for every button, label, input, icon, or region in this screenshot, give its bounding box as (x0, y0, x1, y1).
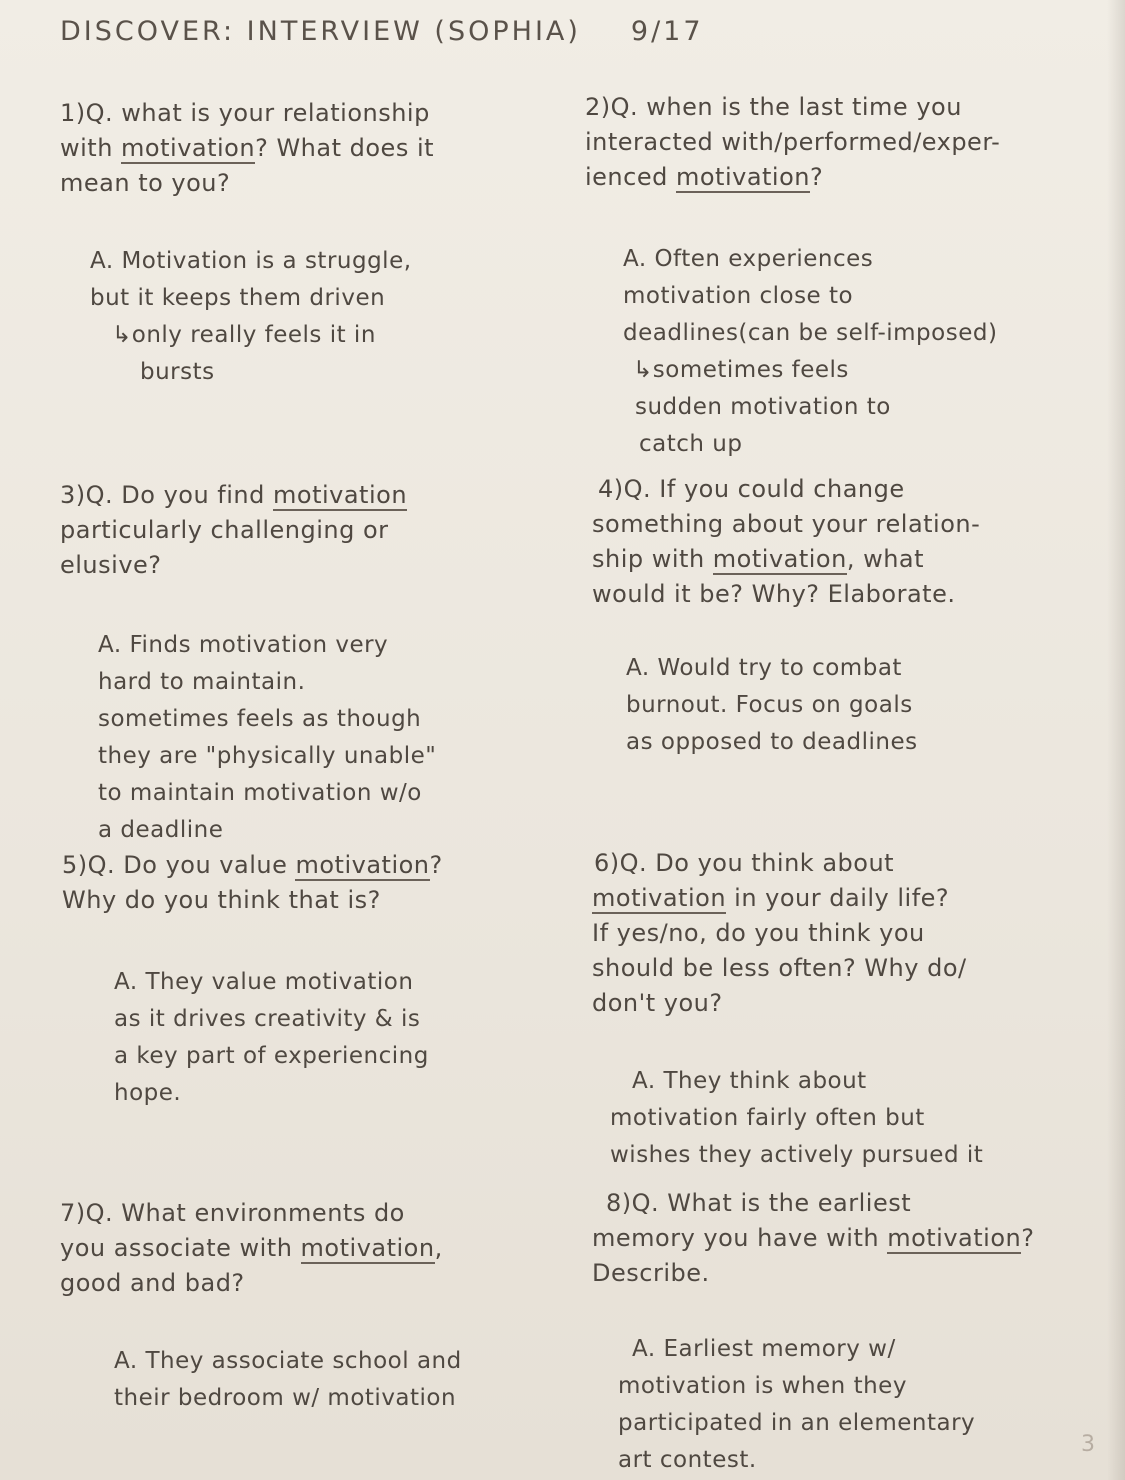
item-2 (585, 90, 1105, 463)
item-1 (60, 96, 550, 391)
question-line: should be less often? Why do/ (592, 954, 967, 982)
answer (626, 650, 1107, 761)
question-line: memory you have with motivation? (592, 1224, 1035, 1252)
item-5 (62, 848, 552, 1112)
question-line: 1)Q. what is your relationship (60, 99, 430, 127)
question (60, 96, 550, 201)
answer-line: A. Motivation is a struggle, (90, 248, 412, 274)
answer-line: bursts (140, 359, 215, 385)
answer-line: art contest. (618, 1447, 757, 1473)
question-line: particularly challenging or (60, 516, 389, 544)
question-line: interacted with/performed/exper- (585, 128, 1001, 156)
question-line: motivation in your daily life? (592, 884, 950, 912)
answer (618, 1331, 1117, 1479)
question-line: with motivation? What does it (60, 134, 435, 162)
answer (610, 1063, 1107, 1174)
question-line: ship with motivation, what (592, 545, 925, 573)
question-line: ienced motivation? (585, 163, 824, 191)
answer (114, 964, 552, 1112)
answer-line: ↳sometimes feels (633, 357, 849, 383)
page-number: 3 (1081, 1432, 1095, 1457)
answer-line: catch up (639, 431, 743, 457)
answer-line: A. They associate school and (114, 1348, 462, 1374)
answer (90, 243, 550, 391)
item-8 (592, 1186, 1117, 1479)
underlined-term: motivation (712, 545, 847, 573)
underlined-term: motivation (300, 1234, 435, 1262)
answer-line: sudden motivation to (635, 394, 891, 420)
question (592, 1186, 1117, 1291)
underlined-term: motivation (592, 884, 727, 912)
question (592, 846, 1107, 1021)
answer-line: hard to maintain. (98, 669, 306, 695)
question-line: 7)Q. What environments do (60, 1199, 405, 1227)
answer-line: A. They think about (632, 1068, 867, 1094)
answer-line: deadlines(can be self-imposed) (623, 320, 998, 346)
answer-line: their bedroom w/ motivation (114, 1385, 457, 1411)
answer-line: as opposed to deadlines (626, 729, 918, 755)
answer-line: they are "physically unable" (98, 743, 437, 769)
header-title: DISCOVER: INTERVIEW (SOPHIA) (60, 16, 581, 47)
question-line: would it be? Why? Elaborate. (592, 580, 956, 608)
item-4 (592, 472, 1107, 761)
answer-line: burnout. Focus on goals (626, 692, 913, 718)
item-6 (592, 846, 1107, 1174)
underlined-term: motivation (675, 163, 810, 191)
answer (114, 1343, 590, 1417)
question-line: 2)Q. when is the last time you (585, 93, 962, 121)
question-line: mean to you? (60, 169, 231, 197)
question-line: don't you? (592, 989, 723, 1017)
question-line: something about your relation- (592, 510, 981, 538)
page-header (60, 16, 704, 47)
question (585, 90, 1105, 195)
question (592, 472, 1107, 612)
answer-line: participated in an elementary (618, 1410, 976, 1436)
answer-line: A. They value motivation (114, 969, 414, 995)
question-line: you associate with motivation, (60, 1234, 443, 1262)
question-line: Why do you think that is? (62, 886, 381, 914)
underlined-term: motivation (295, 851, 430, 879)
item-3 (60, 478, 550, 849)
answer-line: A. Often experiences (623, 246, 874, 272)
answer-line: motivation fairly often but (610, 1105, 925, 1131)
answer-line: a key part of experiencing (114, 1043, 429, 1069)
underlined-term: motivation (273, 481, 408, 509)
question-line: elusive? (60, 551, 162, 579)
answer-line: A. Finds motivation very (98, 632, 389, 658)
answer-line: A. Earliest memory w/ (632, 1336, 896, 1362)
question-line: 8)Q. What is the earliest (606, 1189, 912, 1217)
underlined-term: motivation (121, 134, 256, 162)
question-line: good and bad? (60, 1269, 245, 1297)
answer-line: hope. (114, 1080, 182, 1106)
question-line: 4)Q. If you could change (598, 475, 905, 503)
header-date: 9/17 (630, 16, 704, 47)
question-line: 3)Q. Do you find motivation (60, 481, 408, 509)
answer-line: as it drives creativity & is (114, 1006, 421, 1032)
answer-line: motivation close to (623, 283, 854, 309)
question (60, 1196, 590, 1301)
answer-line: but it keeps them driven (90, 285, 386, 311)
question-line: Describe. (592, 1259, 710, 1287)
answer-line: to maintain motivation w/o (98, 780, 422, 806)
answer (623, 241, 1105, 463)
question (60, 478, 550, 583)
answer-line: a deadline (98, 817, 224, 843)
answer-line: sometimes feels as though (98, 706, 422, 732)
question-line: 6)Q. Do you think about (594, 849, 895, 877)
question-line: 5)Q. Do you value motivation? (62, 851, 443, 879)
underlined-term: motivation (887, 1224, 1022, 1252)
question-line: If yes/no, do you think you (592, 919, 925, 947)
answer-line: A. Would try to combat (626, 655, 902, 681)
question (62, 848, 552, 918)
answer-line: wishes they actively pursued it (610, 1142, 984, 1168)
answer (98, 627, 550, 849)
answer-line: motivation is when they (618, 1373, 907, 1399)
answer-line: ↳only really feels it in (112, 322, 376, 348)
item-7 (60, 1196, 590, 1417)
